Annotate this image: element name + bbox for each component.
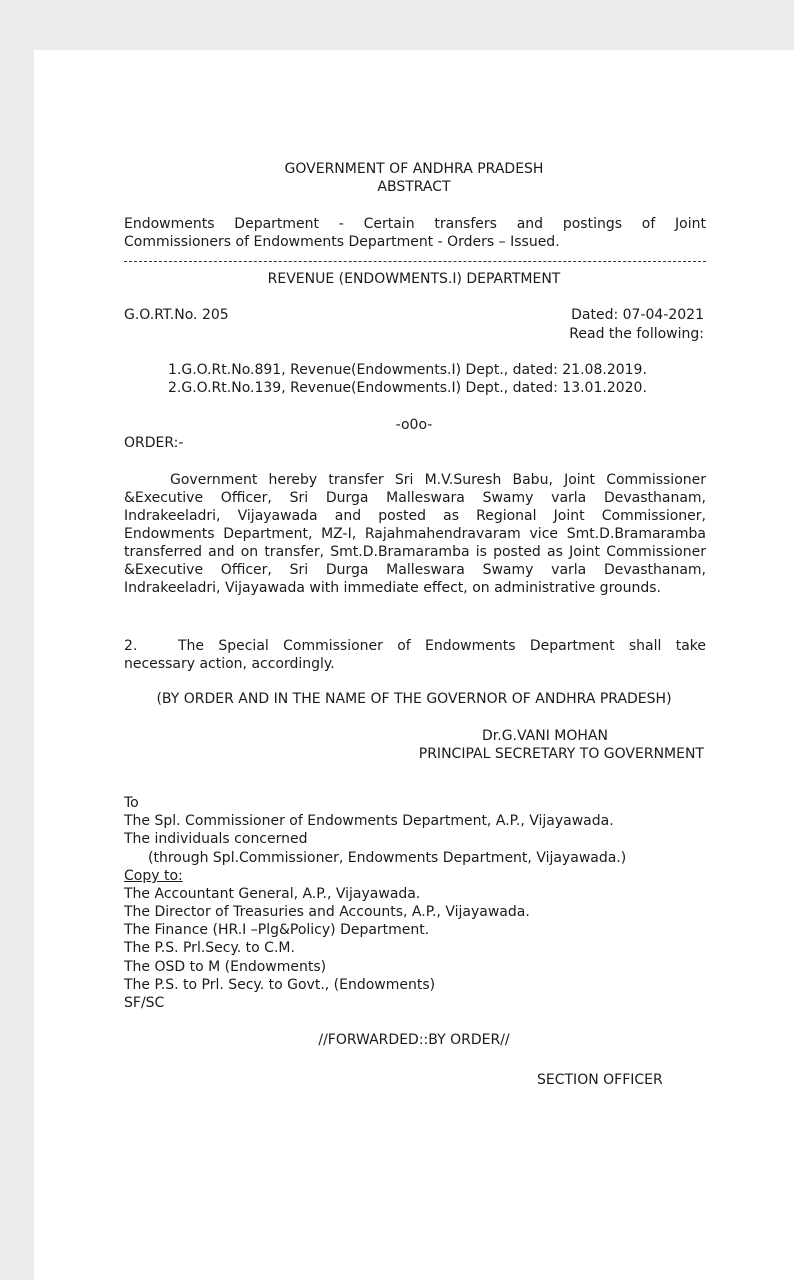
copy-recipient-7: SF/SC [124, 995, 165, 1011]
dated: Dated: 07-04-2021 [571, 307, 704, 323]
divider-dashed [124, 261, 706, 262]
by-order-line: (BY ORDER AND IN THE NAME OF THE GOVERNOR OF ANDHRA PRADESH) [156, 691, 672, 707]
to-recipient-3: (through Spl.Commissioner, Endowments Department, Vijayawada.) [148, 850, 627, 866]
document-page [34, 50, 794, 1280]
department-heading: REVENUE (ENDOWMENTS.I) DEPARTMENT [267, 271, 561, 287]
reference-2: 2.G.O.Rt.No.139, Revenue(Endowments.I) Dept., dated: 13.01.2020. [168, 380, 647, 396]
order-paragraph-2-line-1: The Special Commissioner of Endowments Department shall take [178, 638, 706, 654]
copy-recipient-1: The Accountant General, A.P., Vijayawada. [124, 886, 421, 902]
order-label: ORDER:- [124, 435, 184, 451]
signatory-name: Dr.G.VANI MOHAN [482, 728, 608, 744]
order-paragraph-2-number: 2. [124, 638, 138, 654]
to-recipient-1: The Spl. Commissioner of Endowments Department, A.P., Vijayawada. [124, 813, 614, 829]
to-recipient-2: The individuals concerned [124, 831, 308, 847]
separator-mark: -o0o- [395, 417, 433, 433]
to-label: To [124, 795, 139, 811]
order-paragraph-1: Government hereby transfer Sri M.V.Suresh Babu, Joint Commissioner &Executive Officer, Sri Durga Malleswara Swamy varla Devasthanam, Indrakeeladri, Vijayawada and posted as Regional Joint Commissioner, Endowments Department, MZ-I, Rajahmahendravaram vice Smt.D.Bramaramba transferred and on transfer, Smt.D.Bramaramba is posted as Joint Commissioner &Executive Officer, Sri Durga Malleswara Swamy varla Devasthanam, Indrakeeladri, Vijayawada with immediate effect, on administrative grounds. [124, 472, 706, 596]
copy-recipient-4: The P.S. Prl.Secy. to C.M. [124, 940, 295, 956]
subject-line-1: Endowments Department - Certain transfers and postings of Joint [124, 216, 706, 232]
subject-line-2: Commissioners of Endowments Department - Orders – Issued. [124, 234, 560, 250]
reference-1: 1.G.O.Rt.No.891, Revenue(Endowments.I) Dept., dated: 21.08.2019. [168, 362, 647, 378]
read-following: Read the following: [569, 326, 704, 342]
go-number: G.O.RT.No. 205 [124, 307, 229, 323]
copy-recipient-2: The Director of Treasuries and Accounts, A.P., Vijayawada. [124, 904, 530, 920]
signatory-title: PRINCIPAL SECRETARY TO GOVERNMENT [418, 746, 704, 762]
forwarded-line: //FORWARDED::BY ORDER// [318, 1032, 510, 1048]
order-paragraph-2-line-2: necessary action, accordingly. [124, 656, 335, 672]
copy-recipient-5: The OSD to M (Endowments) [124, 959, 327, 975]
copy-recipient-3: The Finance (HR.I –Plg&Policy) Department. [124, 922, 430, 938]
copy-recipient-6: The P.S. to Prl. Secy. to Govt., (Endowments) [124, 977, 436, 993]
section-officer: SECTION OFFICER [537, 1072, 663, 1088]
copy-to-label: Copy to: [124, 868, 183, 884]
government-heading: GOVERNMENT OF ANDHRA PRADESH [284, 161, 544, 177]
abstract-heading: ABSTRACT [377, 179, 451, 195]
